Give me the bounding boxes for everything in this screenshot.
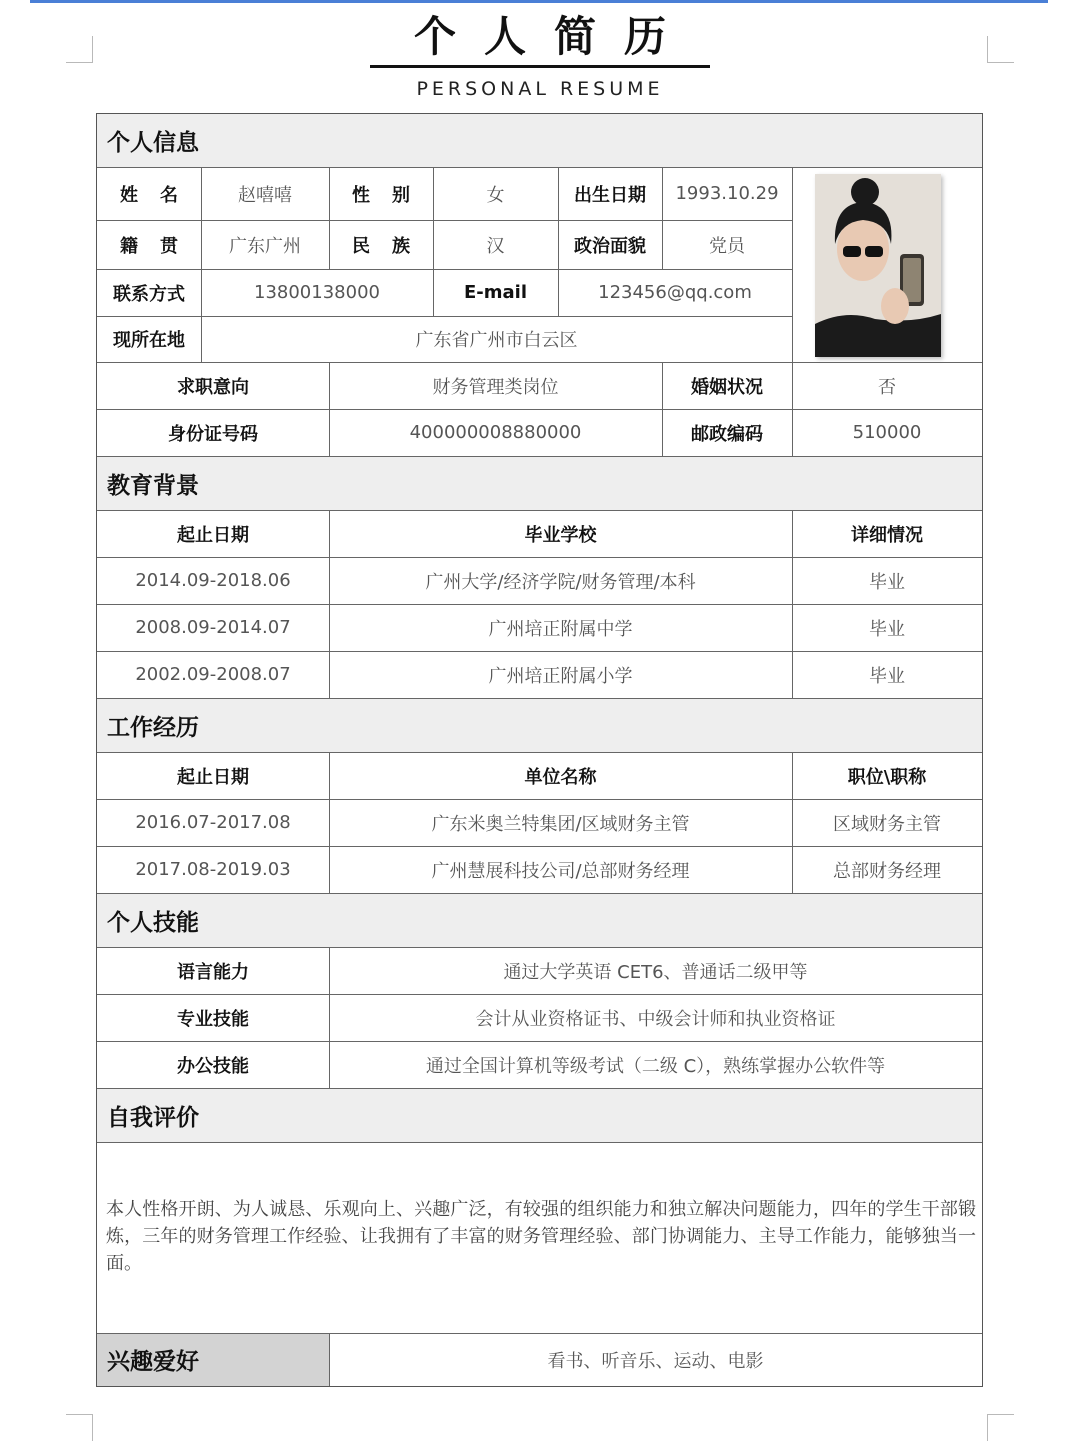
skill-language-label: 语言能力 bbox=[177, 961, 249, 983]
section-personal-info: 个人信息 bbox=[97, 114, 982, 167]
grid-line bbox=[329, 362, 330, 456]
edu-row-3-school: 广州培正附属小学 bbox=[488, 665, 633, 687]
name-value: 赵嘻嘻 bbox=[238, 184, 292, 206]
work-row-1-dates: 2016.07-2017.08 bbox=[135, 812, 291, 833]
crop-mark-bottom-left bbox=[66, 1414, 93, 1441]
skill-professional-value: 会计从业资格证书、中级会计师和执业资格证 bbox=[475, 1008, 836, 1030]
section-work-experience: 工作经历 bbox=[97, 698, 982, 752]
grid-line bbox=[329, 947, 330, 1088]
email-label: E-mail bbox=[463, 282, 527, 303]
name-label: 姓名 bbox=[120, 184, 200, 206]
grid-line bbox=[97, 409, 982, 410]
grid-line bbox=[792, 510, 793, 698]
grid-line bbox=[97, 167, 982, 168]
marital-status-label: 婚姻状况 bbox=[691, 376, 763, 398]
id-number-value: 400000008880000 bbox=[409, 422, 582, 443]
grid-line bbox=[329, 510, 330, 698]
grid-line bbox=[558, 167, 559, 316]
birth-value: 1993.10.29 bbox=[675, 183, 779, 204]
grid-line bbox=[97, 893, 982, 894]
grid-line bbox=[97, 1088, 982, 1089]
title-underline bbox=[370, 65, 710, 68]
work-row-1-position: 区域财务主管 bbox=[833, 813, 941, 835]
grid-line bbox=[97, 362, 982, 363]
edu-row-3-details: 毕业 bbox=[869, 665, 905, 687]
edu-header-dates: 起止日期 bbox=[177, 524, 249, 546]
gender-label: 性别 bbox=[352, 184, 432, 206]
address-value: 广东省广州市白云区 bbox=[415, 330, 578, 351]
edu-row-1-details: 毕业 bbox=[869, 571, 905, 593]
address-label: 现所在地 bbox=[113, 330, 185, 351]
resume-title: 个人简历 bbox=[413, 12, 694, 61]
edu-row-1-dates: 2014.09-2018.06 bbox=[135, 570, 291, 591]
edu-header-details: 详细情况 bbox=[851, 524, 923, 546]
skill-office-value: 通过全国计算机等级考试（二级 C），熟练掌握办公软件等 bbox=[425, 1055, 886, 1077]
postal-code-label: 邮政编码 bbox=[691, 423, 763, 445]
marital-status-value: 否 bbox=[878, 376, 896, 398]
resume-subtitle: PERSONAL RESUME bbox=[416, 78, 664, 100]
edu-row-1-school: 广州大学/经济学院/财务管理/本科 bbox=[425, 571, 696, 593]
grid-line bbox=[792, 752, 793, 893]
grid-line bbox=[97, 651, 982, 652]
work-row-1-company: 广东米奥兰特集团/区域财务主管 bbox=[431, 813, 690, 835]
ethnicity-value: 汉 bbox=[486, 235, 505, 257]
grid-line bbox=[662, 167, 663, 269]
section-skills: 个人技能 bbox=[97, 893, 982, 947]
email-value: 123456@qq.com bbox=[598, 282, 752, 303]
gender-value: 女 bbox=[486, 184, 505, 206]
edu-header-school: 毕业学校 bbox=[524, 524, 597, 546]
ethnicity-label: 民族 bbox=[352, 235, 432, 257]
profile-photo bbox=[815, 174, 941, 357]
grid-line bbox=[97, 947, 982, 948]
work-header-dates: 起止日期 bbox=[177, 766, 249, 788]
crop-mark-top-left bbox=[66, 36, 93, 63]
job-intent-value: 财务管理类岗位 bbox=[432, 376, 559, 398]
work-header-position: 职位\职称 bbox=[847, 766, 927, 788]
section-self-evaluation: 自我评价 bbox=[97, 1088, 982, 1142]
skill-professional-label: 专业技能 bbox=[177, 1008, 249, 1030]
grid-line bbox=[792, 362, 793, 456]
hobbies-text: 看书、听音乐、运动、电影 bbox=[547, 1350, 764, 1372]
grid-line bbox=[329, 752, 330, 893]
edu-row-2-dates: 2008.09-2014.07 bbox=[135, 617, 291, 638]
edu-row-2-details: 毕业 bbox=[869, 618, 905, 640]
grid-line bbox=[97, 1333, 982, 1334]
grid-line bbox=[97, 1041, 982, 1042]
crop-mark-top-right bbox=[987, 36, 1014, 63]
grid-line bbox=[97, 698, 982, 699]
grid-line bbox=[662, 362, 663, 456]
political-status-label: 政治面貌 bbox=[574, 235, 646, 257]
contact-value: 13800138000 bbox=[254, 282, 380, 303]
work-row-2-dates: 2017.08-2019.03 bbox=[135, 859, 291, 880]
grid-line bbox=[97, 799, 982, 800]
contact-label: 联系方式 bbox=[113, 283, 185, 305]
id-number-label: 身份证号码 bbox=[168, 423, 258, 445]
section-education: 教育背景 bbox=[97, 456, 982, 510]
job-intent-label: 求职意向 bbox=[177, 376, 249, 398]
grid-line bbox=[97, 456, 982, 457]
work-row-2-company: 广州慧展科技公司/总部财务经理 bbox=[431, 860, 690, 882]
skill-language-value: 通过大学英语 CET6、普通话二级甲等 bbox=[503, 961, 808, 983]
grid-line bbox=[433, 167, 434, 316]
edu-row-3-dates: 2002.09-2008.07 bbox=[135, 664, 291, 685]
grid-line bbox=[97, 604, 982, 605]
skill-office-label: 办公技能 bbox=[177, 1055, 249, 1077]
grid-line bbox=[329, 167, 330, 269]
grid-line bbox=[97, 1142, 982, 1143]
grid-line bbox=[329, 1333, 330, 1386]
grid-line bbox=[792, 167, 793, 362]
birth-label: 出生日期 bbox=[574, 184, 646, 206]
work-row-2-position: 总部财务经理 bbox=[833, 860, 941, 882]
political-status-value: 党员 bbox=[709, 235, 745, 257]
self-evaluation-text: 本人性格开朗、为人诚恳、乐观向上、兴趣广泛，有较强的组织能力和独立解决问题能力，四年的学生干部锻炼，三年的财务管理工作经验、让我拥有了丰富的财务管理经验、部门协调能力、主导工作能力，能够独当一面。 bbox=[106, 1199, 976, 1274]
grid-line bbox=[97, 846, 982, 847]
work-header-company: 单位名称 bbox=[524, 766, 597, 788]
edu-row-2-school: 广州培正附属中学 bbox=[488, 618, 633, 640]
grid-line bbox=[97, 994, 982, 995]
top-accent-line bbox=[30, 0, 1048, 3]
grid-line bbox=[201, 167, 202, 362]
native-place-label: 籍贯 bbox=[120, 235, 200, 257]
native-place-value: 广东广州 bbox=[229, 235, 301, 257]
grid-line bbox=[97, 557, 982, 558]
crop-mark-bottom-right bbox=[987, 1414, 1014, 1441]
section-hobbies: 兴趣爱好 bbox=[97, 1333, 329, 1386]
grid-line bbox=[97, 752, 982, 753]
postal-code-value: 510000 bbox=[852, 422, 922, 443]
grid-line bbox=[97, 510, 982, 511]
